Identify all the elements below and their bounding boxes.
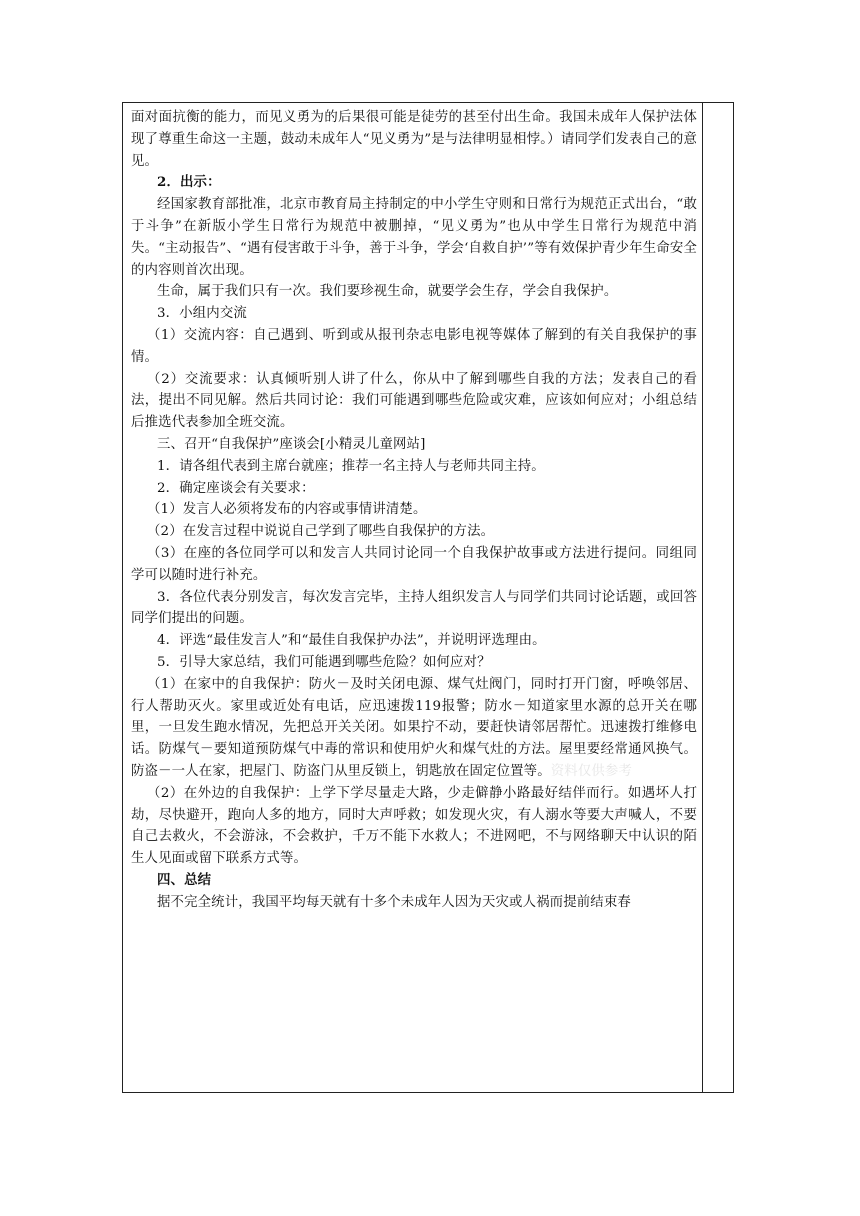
paragraph: 面对面抗衡的能力，而见义勇为的后果很可能是徒劳的甚至付出生命。我国未成年人保护法体现了尊重生命这一主题，鼓动未成年人“见义勇为”是与法律明显相悖。）请同学们发表自己的意见。 <box>131 110 697 169</box>
paragraph <box>131 674 697 783</box>
lesson-table <box>122 102 734 1093</box>
section-heading: 四、总结 <box>157 871 212 888</box>
paragraph: （1）交流内容：自己遇到、听到或从报刊杂志电影电视等媒体了解到的有关自我保护的事情。 <box>131 327 697 365</box>
paragraph: （3）在座的各位同学可以和发言人共同讨论同一个自我保护故事或方法进行提问。同组同学可以随时进行补充。 <box>131 545 697 583</box>
paragraph: （2）在外边的自我保护：上学下学尽量走大路，少走僻静小路最好结伴而行。如遇坏人打劫，尽快避开，跑向人多的地方，同时大声呼救；如发现火灾，有人溺水等要大声喊人，不要自己去救火，不会游泳，不会救护，千万不能下水救人；不进网吧，不与网络聊天中认识的陌生人见面或留下联系方式等。 <box>131 785 697 867</box>
paragraph: 1．请各组代表到主席台就座；推荐一名主持人与老师共同主持。 <box>157 458 545 474</box>
section-heading: 三、召开“自我保护”座谈会[小精灵儿童网站] <box>157 436 426 452</box>
paragraph: 2．确定座谈会有关要求： <box>157 480 315 496</box>
lesson-content-cell <box>131 107 697 913</box>
paragraph: 5．引导大家总结，我们可能遇到哪些危险？如何应对？ <box>157 654 491 670</box>
paragraph: （2）交流要求：认真倾听别人讲了什么，你从中了解到哪些自我的方法；发表自己的看法，提出不同见解。然后共同讨论：我们可能遇到哪些危险或灾难，应该如何应对；小组总结后推选代表参加全班交流。 <box>131 371 697 431</box>
paragraph: （1）发言人必须将发布的内容或事情讲清楚。 <box>147 502 427 518</box>
paragraph: （2）在发言过程中说说自己学到了哪些自我保护的方法。 <box>147 524 495 540</box>
section-heading: 2．出示： <box>157 174 221 191</box>
paragraph-text: （1）在家中的自我保护：防火－及时关闭电源、煤气灶阀门，同时打开门窗，呼唤邻居、行人帮助灭火。家里或近处有电话，应迅速拨119报警；防水－知道家里水源的总开关在哪里，一旦发生跑水情况，先把总开关关闭。如果拧不动，要赶快请邻居帮忙。迅速拨打维修电话。防煤气－要知道预防煤气中毒的常识和使用炉火和煤气灶的方法。屋里要经常通风换气。防盗－一人在家，把屋门、防盗门从里反锁上，钥匙放在固定位置等。 <box>131 676 697 779</box>
paragraph: 生命，属于我们只有一次。我们要珍视生命，就要学会生存，学会自我保护。 <box>157 284 618 300</box>
section-heading: 3．小组内交流 <box>157 306 247 322</box>
paragraph: 3．各位代表分别发言，每次发言完毕，主持人组织发言人与同学们共同讨论话题，或回答同学们提出的问题。 <box>131 589 697 627</box>
paragraph: 4．评选“最佳发言人”和“最佳自我保护办法”，并说明评选理由。 <box>157 633 546 649</box>
paragraph: 经国家教育部批准，北京市教育局主持制定的中小学生守则和日常行为规范正式出台，“敢于斗争”在新版小学生日常行为规范中被删掉，“见义勇为”也从中学生日常行为规范中消失。“主动报告”、“遇有侵害敢于斗争，善于斗争，学会‘自救自护’”等有效保护青少年生命安全的内容则首次出现。 <box>131 197 697 278</box>
watermark-text: 资料仅供参考 <box>550 763 633 779</box>
paragraph: 据不完全统计，我国平均每天就有十多个未成年人因为天灾或人祸而提前结束春 <box>157 894 631 910</box>
table-column-divider <box>702 103 703 1092</box>
